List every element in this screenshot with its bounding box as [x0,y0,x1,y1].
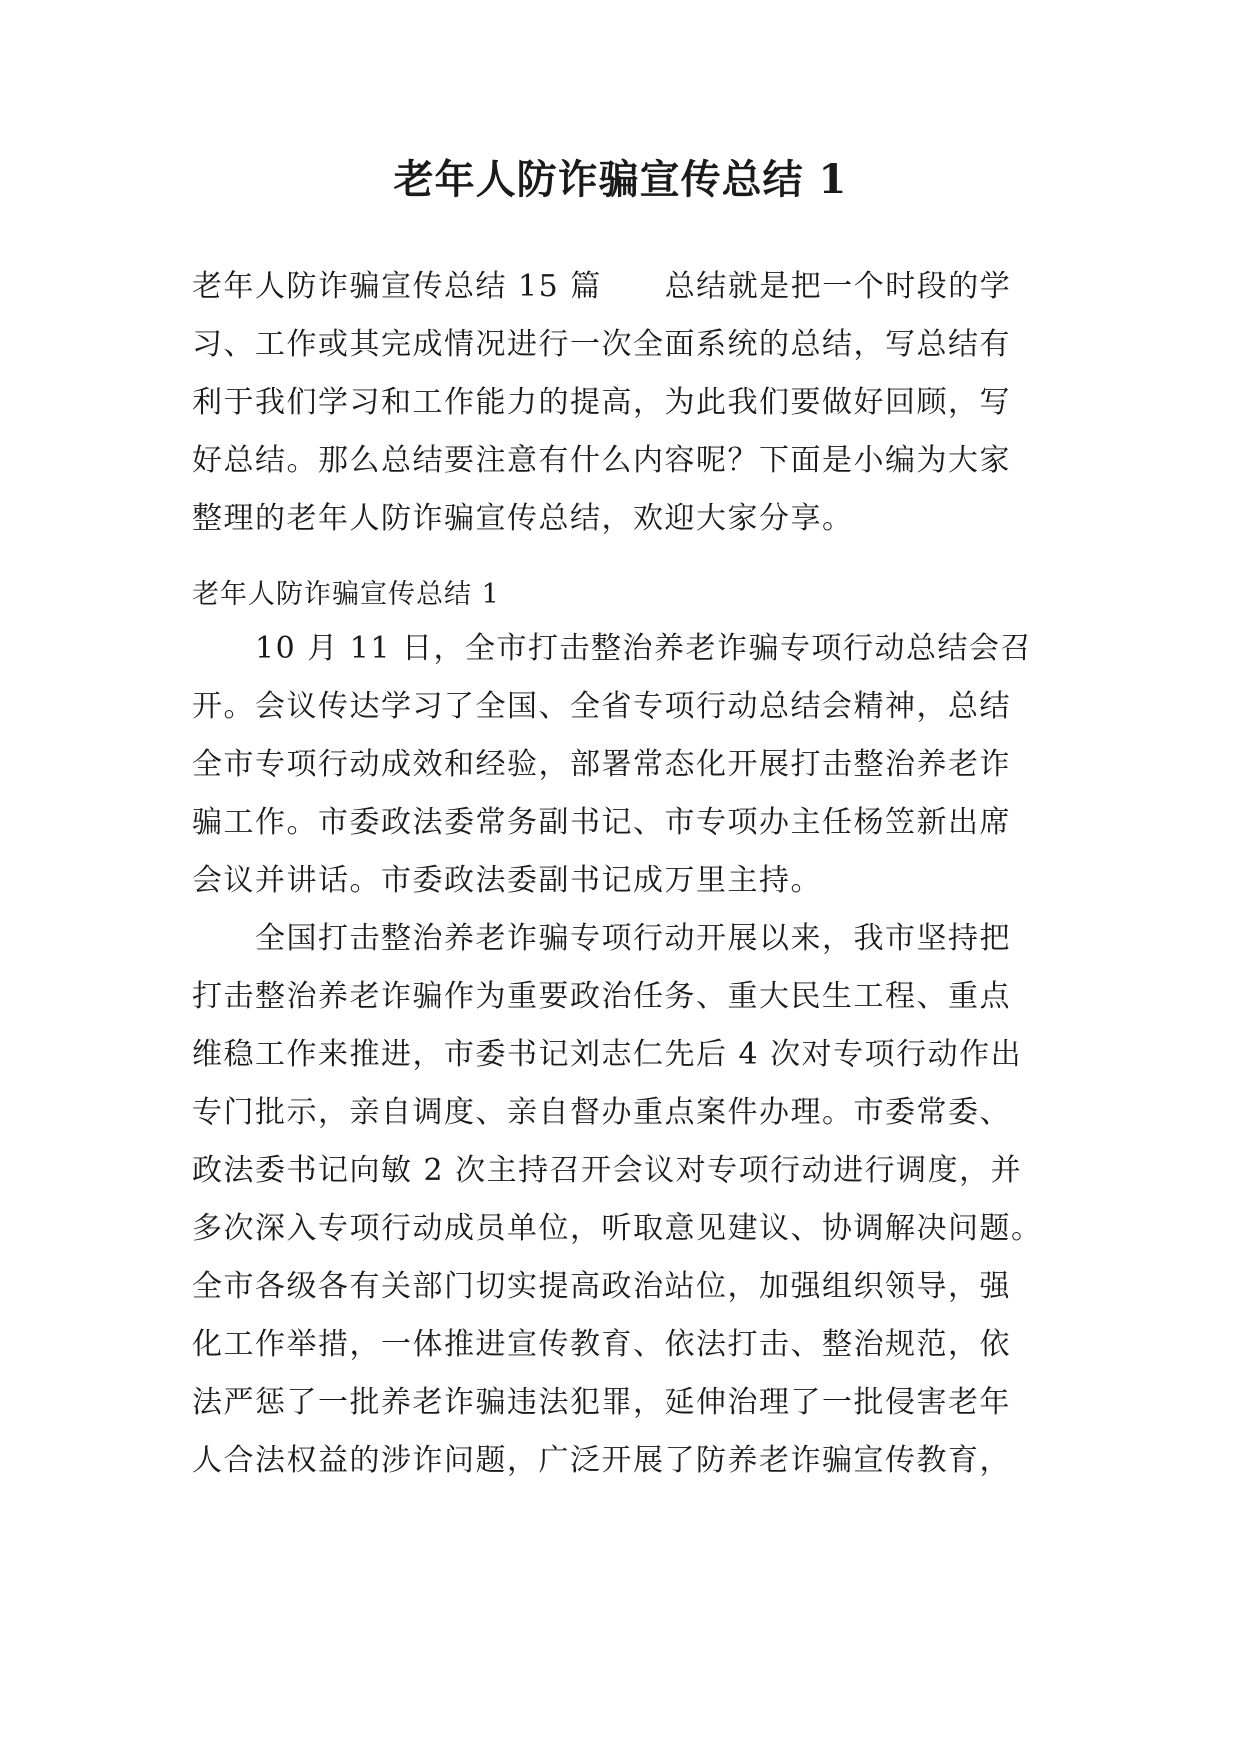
paragraph-line: 10 月 11 日，全市打击整治养老诈骗专项行动总结会召 [192,631,1032,666]
intro-line: 老年人防诈骗宣传总结 15 篇 总结就是把一个时段的学 [192,269,1012,304]
document-title: 老年人防诈骗宣传总结 1 [393,156,848,203]
paragraph-line: 人合法权益的涉诈问题，广泛开展了防养老诈骗宣传教育， [192,1443,1011,1478]
section-title-block [192,567,1072,623]
paragraph-2 [192,910,1072,1490]
paragraph-line: 全市各级各有关部门切实提高政治站位，加强组织领导，强 [192,1269,1011,1304]
paragraph-line: 维稳工作来推进，市委书记刘志仁先后 4 次对专项行动作出 [192,1037,1023,1072]
intro-line: 整理的老年人防诈骗宣传总结，欢迎大家分享。 [192,501,854,536]
paragraph-line: 多次深入专项行动成员单位，听取意见建议、协调解决问题。 [192,1211,1043,1246]
intro-line: 好总结。那么总结要注意有什么内容呢？下面是小编为大家 [192,443,1011,478]
paragraph-line: 打击整治养老诈骗作为重要政治任务、重大民生工程、重点 [192,979,1011,1014]
intro-paragraph [192,258,1072,548]
section-title: 老年人防诈骗宣传总结 1 [192,579,500,610]
paragraph-line: 专门批示，亲自调度、亲自督办重点案件办理。市委常委、 [192,1095,1011,1130]
paragraph-line: 法严惩了一批养老诈骗违法犯罪，延伸治理了一批侵害老年 [192,1385,1011,1420]
paragraph-line: 化工作举措，一体推进宣传教育、依法打击、整治规范，依 [192,1327,1011,1362]
intro-line: 习、工作或其完成情况进行一次全面系统的总结，写总结有 [192,327,1011,362]
paragraph-line: 全国打击整治养老诈骗专项行动开展以来，我市坚持把 [192,921,1011,956]
paragraph-line: 会议并讲话。市委政法委副书记成万里主持。 [192,863,822,898]
paragraph-line: 政法委书记向敏 2 次主持召开会议对专项行动进行调度，并 [192,1153,1023,1188]
paragraph-line: 全市专项行动成效和经验，部署常态化开展打击整治养老诈 [192,747,1011,782]
paragraph-line: 骗工作。市委政法委常务副书记、市专项办主任杨笠新出席 [192,805,1011,840]
paragraph-1 [192,620,1072,910]
paragraph-line: 开。会议传达学习了全国、全省专项行动总结会精神，总结 [192,689,1011,724]
intro-line: 利于我们学习和工作能力的提高，为此我们要做好回顾，写 [192,385,1011,420]
